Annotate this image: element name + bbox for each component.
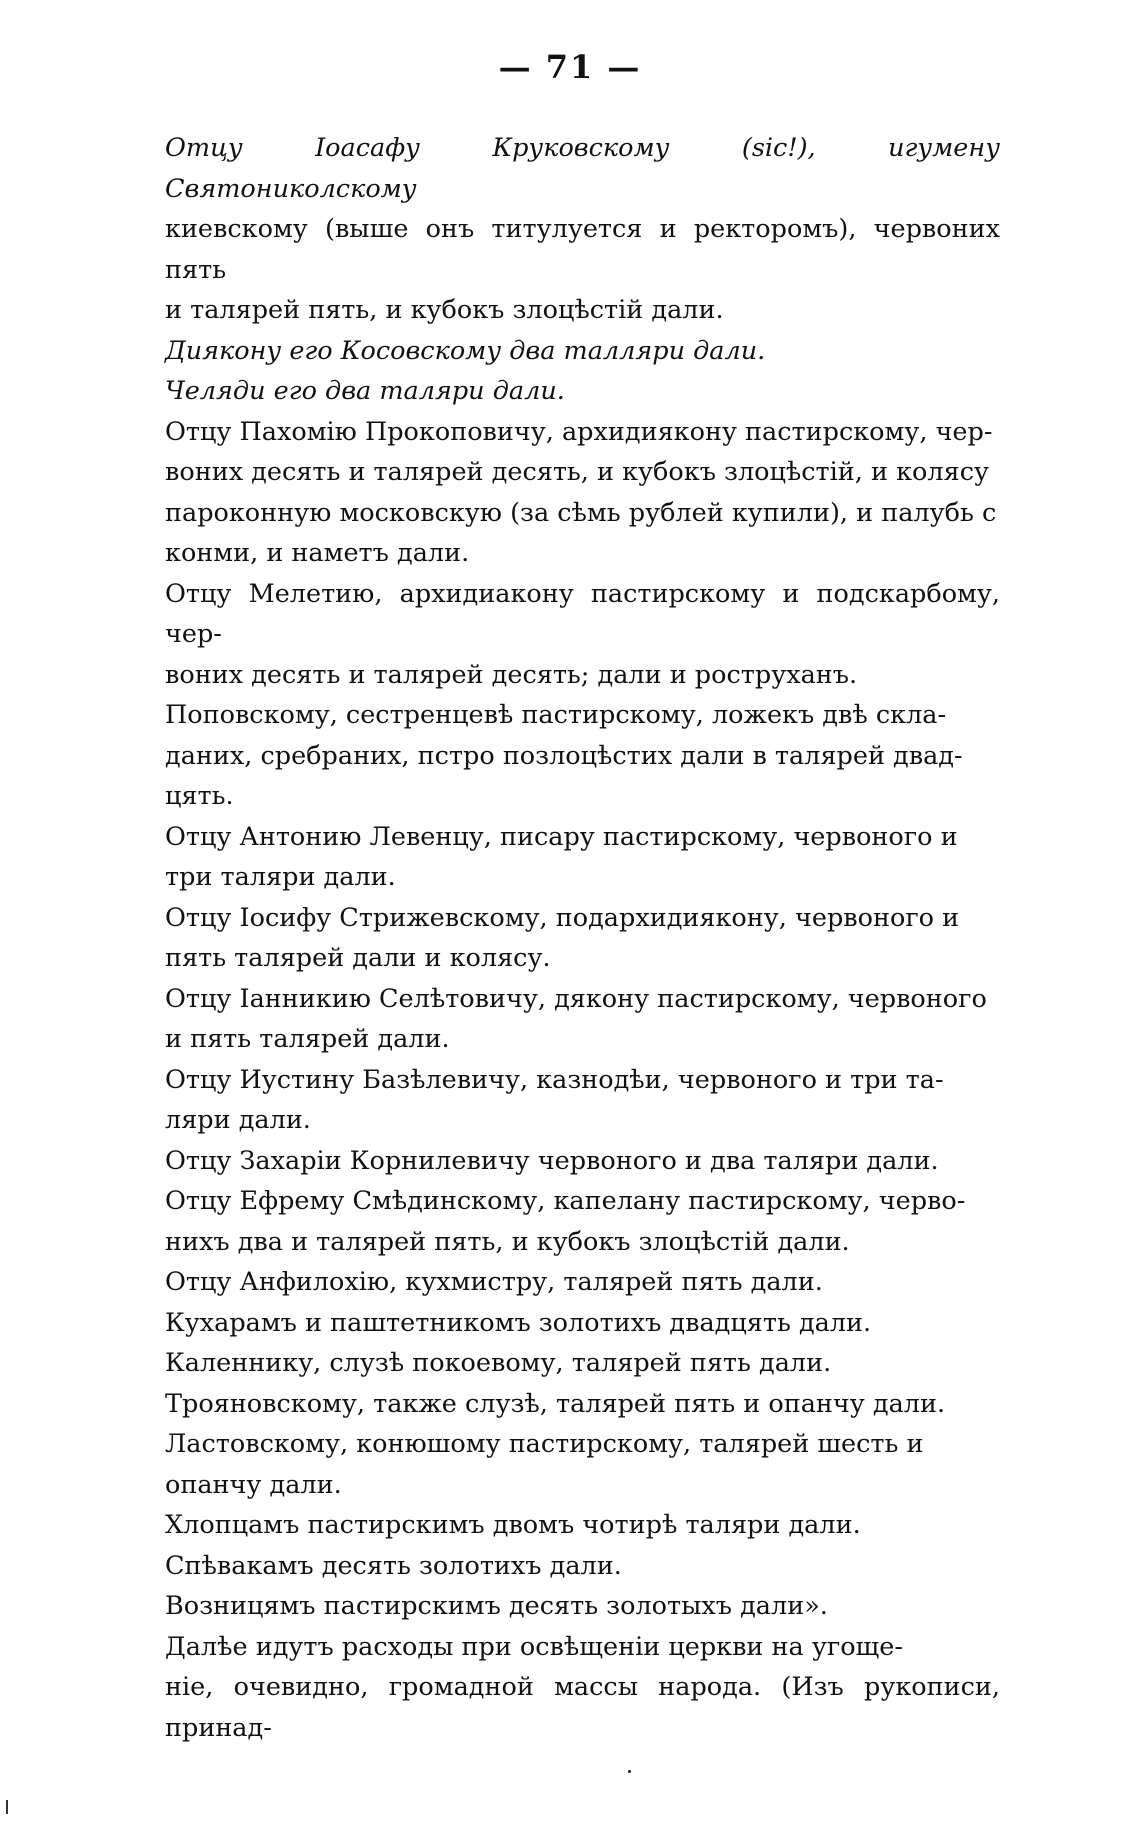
body-text (165, 128, 1000, 1748)
text-line: ляри дали. (165, 1105, 311, 1135)
text-line: цять. (165, 781, 234, 811)
text-line: воних десять и талярей десять, и кубокъ злоцѣстій, и колясу (165, 457, 989, 487)
text-line: Отцу Іанникию Селѣтовичу, дякону пастирскому, червоного (165, 983, 987, 1014)
text-line: Челяди его два таляри дали. (165, 376, 565, 406)
text-line: нихъ два и талярей пять, и кубокъ злоцѣстій дали. (165, 1226, 850, 1257)
text-line: Отцу Мелетию, архидиакону пастирскому и подскарбому, чер- (165, 578, 1000, 649)
text-line: Поповскому, сестренцевѣ пастирскому, ложекъ двѣ скла- (165, 700, 947, 730)
text-line: воних десять и талярей десять; дали и роструханъ. (165, 659, 858, 690)
text-line: Отцу Анфилохію, кухмистру, талярей пять дали. (165, 1267, 823, 1297)
text-line: Отцу Антонию Левенцу, писару пастирскому, червоного и (165, 821, 958, 852)
text-line: Отцу Иустину Базѣлевичу, казнодѣи, червоного и три та- (165, 1064, 944, 1095)
text-line: даних, сребраних, пстро позлоцѣстих дали в талярей двад- (165, 740, 963, 771)
text-line: Отцу Іоасафу Круковскому (sic!), игумену Святониколскому (165, 133, 1000, 204)
text-line: пароконную московскую (за сѣмь рублей купили), и палубь с (165, 497, 997, 528)
text-line: Трояновскому, также слузѣ, талярей пять и опанчу дали. (165, 1388, 946, 1419)
text-line: и пять талярей дали. (165, 1024, 450, 1054)
text-line: Отцу Ефрему Смѣдинскому, капелану пастирскому, черво- (165, 1186, 966, 1216)
text-line: опанчу дали. (165, 1469, 342, 1500)
text-line: Ластовскому, конюшому пастирскому, талярей шесть и (165, 1429, 924, 1459)
text-line: киевскому (выше онъ титулуется и ректоромъ), червоних пять (165, 214, 1000, 285)
text-line: Далѣе идутъ расходы при освѣщеніи церкви на угоще- (165, 1631, 903, 1662)
text-line: Кухарамъ и паштетникомъ золотихъ двадцять дали. (165, 1307, 872, 1338)
page-number: — 71 — (498, 48, 642, 86)
scan-edge-mark (6, 1800, 8, 1814)
text-line: Спѣвакамъ десять золотихъ дали. (165, 1550, 622, 1581)
text-line: Отцу Пахомію Прокоповичу, архидиякону пастирскому, чер- (165, 416, 993, 447)
text-line: Отцу Захаріи Корнилевичу червоного и два таляри дали. (165, 1145, 939, 1176)
text-line: пять талярей дали и колясу. (165, 943, 551, 973)
text-line: Хлопцамъ пастирскимъ двомъ чотирѣ таляри дали. (165, 1510, 861, 1540)
text-line: Диякону его Косовскому два талляри дали. (165, 335, 766, 366)
ink-dot (628, 1770, 631, 1773)
text-line: три таляри дали. (165, 862, 396, 892)
text-line: и талярей пять, и кубокъ злоцѣстій дали. (165, 295, 724, 325)
text-line: Отцу Іосифу Стрижевскому, подархидиякону, червоного и (165, 902, 960, 933)
text-line: Возницямъ пастирскимъ десять золотыхъ дали». (165, 1591, 828, 1621)
text-line: конми, и наметъ дали. (165, 538, 470, 568)
text-line: ніе, очевидно, громадной массы народа. (Изъ рукописи, принад- (165, 1672, 1000, 1743)
text-line: Каленнику, слузѣ покоевому, талярей пять дали. (165, 1348, 832, 1378)
